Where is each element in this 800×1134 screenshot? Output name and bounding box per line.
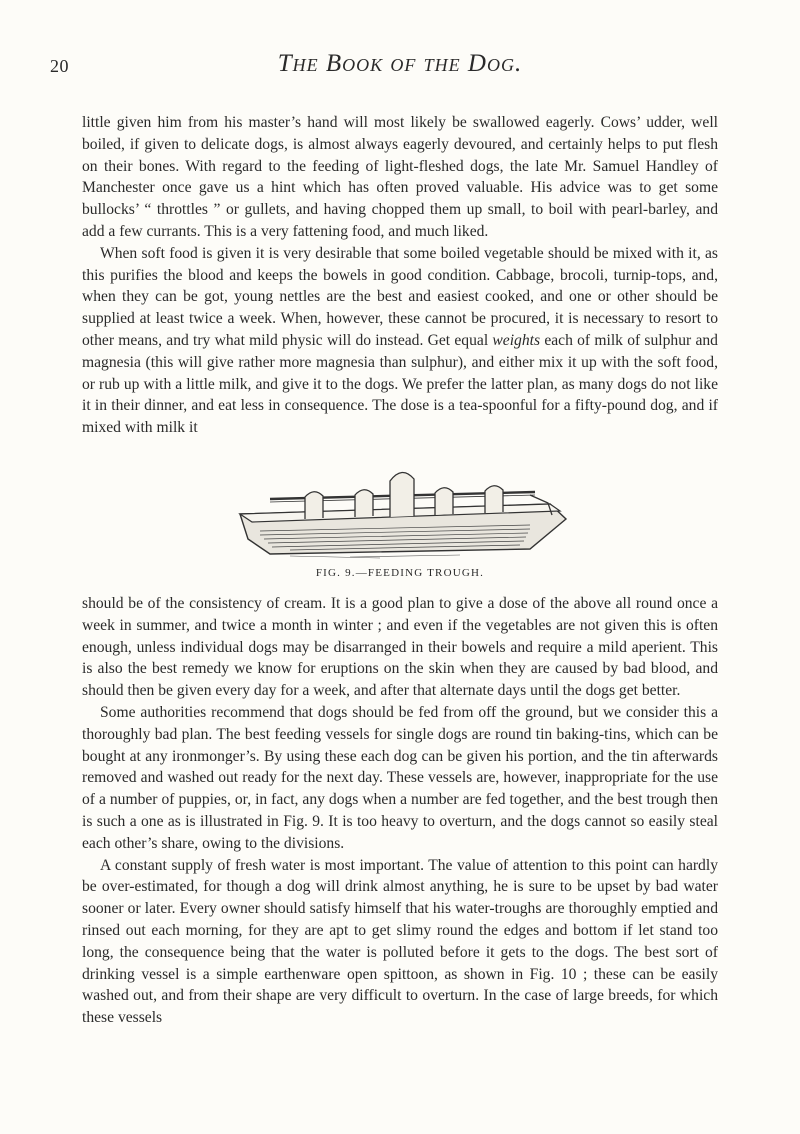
paragraph: Some authorities recommend that dogs should be fed from off the ground, but we consider this a thoroughly bad plan. The best feeding vessels for single dogs are round tin baking-tins, which can be bought at any ironmonger’s. By using these each dog can be given his portion, and the tin afterwards removed and washed out ready for the next day. These vessels are, however, inappropriate for the use of a number of puppies, or, in fact, any dogs when a number are fed together, and the best trough then is such a one as is illustrated in Fig. 9. It is too heavy to overturn, and the dogs cannot so easily steal each other’s share, owing to the divisions. <box>82 703 718 852</box>
ground-shading <box>290 555 460 558</box>
body-text-bottom <box>82 593 718 1029</box>
book-page <box>50 50 718 1029</box>
paragraph: A constant supply of fresh water is most important. The value of attention to this point can hardly be over-estimated, for though a dog will drink almost anything, he is sure to be upset by bad water sooner or later. Every owner should satisfy himself that his water-troughs are thoroughly emptied and rinsed out each morning, for they are apt to get slimy round the edges and bottom if let stand too long, the consequence being that the water is polluted before it gets to the dogs. The best sort of drinking vessel is a simple earthenware open spittoon, as shown in Fig. 10 ; these can be easily washed out, and from their shape are very difficult to overturn. In the case of large breeds, for which these vessels <box>82 856 718 1027</box>
running-title: The Book of the Dog. <box>277 50 523 77</box>
feeding-trough-illustration <box>230 459 570 559</box>
italic-word: weights <box>492 331 541 349</box>
paragraph: should be of the consistency of cream. It is a good plan to give a dose of the above all round once a week in summer, and twice a month in winter ; and even if the vegetables are not given this is often enough, unless individual dogs may be disarranged in their bowels and require a mild aperient. This is also the best remedy we know for eruptions on the skin when they are caused by bad blood, and should then be given every day for a week, and after that alternate days until the dogs get better. <box>82 594 718 700</box>
paragraph-text: each of milk of sulphur and magnesia (this will give rather more magnesia than sulphur), and either mix it up with the soft food, or rub up with a little milk, and give it to the dogs. We prefer the latter plan, as many dogs do not like it in their dinner, and eat less in consequence. The dose is a tea-spoonful for a fifty-pound dog, and if mixed with milk it <box>82 331 718 437</box>
paragraph-text: When soft food is given it is very desirable that some boiled vegetable should be mixed with it, as this purifies the blood and keeps the bowels in good condition. Cabbage, brocoli, turnip-tops, and, when they can be got, young nettles are the best and easiest cooked, and one or other should be supplied at least twice a week. When, however, these cannot be procured, it is necessary to resort to other means, and try what mild physic will do instead. Get equal <box>82 244 718 349</box>
figure-caption: FIG. 9.—FEEDING TROUGH. <box>315 566 485 579</box>
page-number: 20 <box>50 56 69 76</box>
page-header <box>50 50 718 84</box>
body-text-top <box>82 112 718 439</box>
paragraph <box>82 243 718 439</box>
figure-feeding-trough <box>82 459 718 579</box>
paragraph: little given him from his master’s hand will most likely be swallowed eagerly. Cows’ udder, well boiled, if given to delicate dogs, is almost always eagerly devoured, and certainly helps to put flesh on their bones. With regard to the feeding of light-fleshed dogs, the late Mr. Samuel Handley of Manchester once gave us a hint which has often proved valuable. His advice was to get some bullocks’ “ throttles ” or gullets, and having chopped them up small, to boil with pearl-barley, and add a few currants. This is a very fattening food, and much liked. <box>82 114 718 240</box>
